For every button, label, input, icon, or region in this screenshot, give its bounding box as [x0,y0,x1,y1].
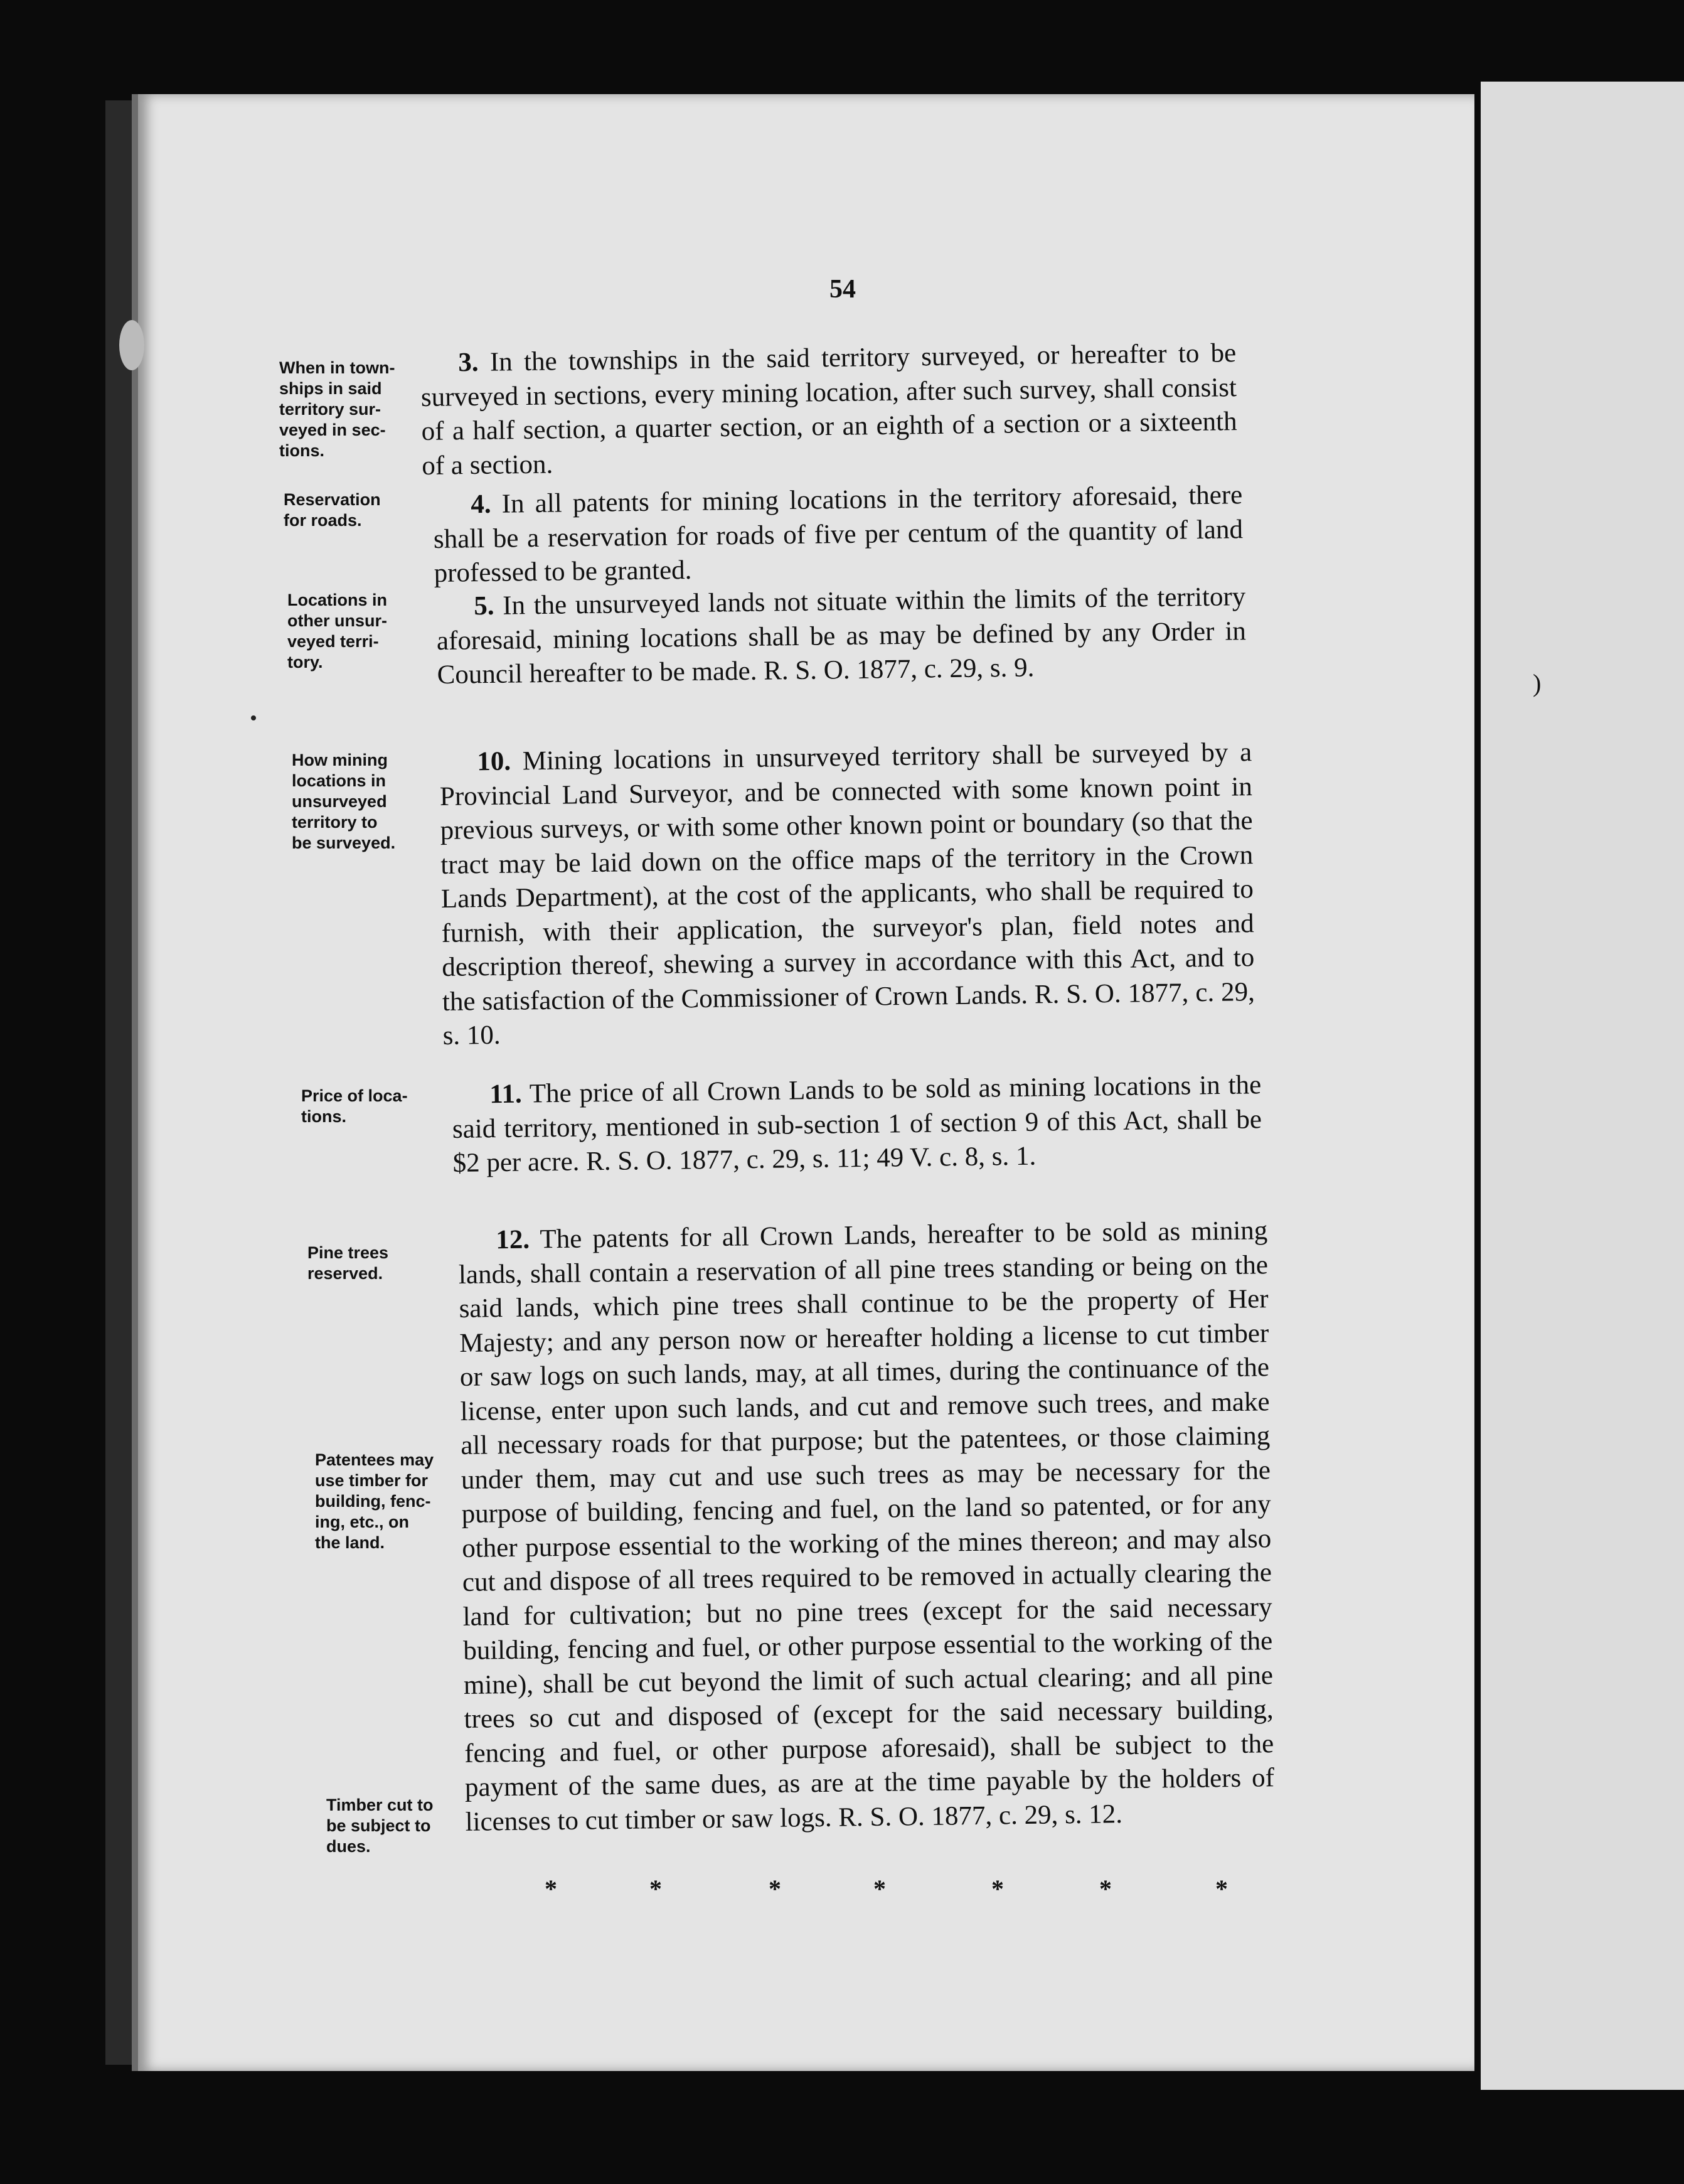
sidenote-pine: Pine trees reserved. [307,1243,389,1283]
ink-dot [251,715,256,720]
sidenote-patentees: Patentees may use timber for building, fenc- ing, etc., on the land. [315,1450,434,1552]
section-3 [420,336,1238,483]
adjacent-page-edge [1481,82,1684,2090]
book-spine-shadow [105,100,132,2065]
sidenote-price: Price of loca- tions. [301,1086,408,1126]
asterisk-1: * [545,1875,557,1903]
asterisk-5: * [991,1875,1004,1903]
section-number: 12. [496,1224,530,1255]
asterisk-6: * [1099,1875,1112,1903]
section-number: 11. [489,1079,522,1110]
section-text: In all patents for mining locations in the territory aforesaid, there shall be a reservation for roads of five per centum of the quantity of land professed to be granted. [433,480,1244,588]
asterisk-3: * [769,1875,781,1903]
section-text: In the townships in the said territory surveyed, or hereafter to be surveyed in sections, every mining location, after such survey, shall consist of a half section, a quarter section, or an eighth of a section or a sixteenth of a section. [420,338,1237,481]
sidenote-timber-dues: Timber cut to be subject to dues. [326,1796,434,1856]
adjacent-page-mark: ) [1533,669,1542,697]
section-number: 10. [477,746,511,777]
asterisk-7: * [1215,1875,1228,1903]
section-number: 5. [474,591,494,621]
sidenote-unsurveyed: Locations in other unsur- veyed terri- tory. [287,591,388,672]
asterisk-2: * [649,1875,662,1903]
page-number: 54 [829,275,856,304]
sidenote-how-surveyed: How mining locations in unsurveyed territory to be surveyed. [292,751,396,852]
section-text: The price of all Crown Lands to be sold as mining locations in the said territory, mentioned in sub-section 1 of section 9 of this Act, shall be $2 per acre. R. S. O. 1877, c. 29, s. 11; 49 V. c. 8, s. 1. [452,1070,1262,1178]
section-number: 4. [471,489,491,520]
asterisk-4: * [873,1875,886,1903]
section-text: In the unsurveyed lands not situate within the limits of the territory aforesaid, mining locations shall be as may be defined by any Order in Council hereafter to be made. R. S. O. 1877, c. 29, s. 9. [436,582,1247,690]
sidenote-roads: Reservation for roads. [284,490,381,530]
section-text: The patents for all Crown Lands, hereafter to be sold as mining lands, shall contain a reservation of all pine trees standing or being on the said lands, which pine trees shall continue to be the property of Her Majesty; and any person now or hereafter holding a license to cut timber or saw logs on such lands, may, at all times, during the continuance of the license, enter upon such lands, and cut and remove such trees, and make all necessary roads for that purpose; but the patentees, or those claiming under them, may cut and use such trees as may be necessary for the purpose of building, fencing and fuel, on the land so patented, or for any other purpose essential to the working of the mines thereon; and may also cut and dispose of all trees required to be removed in actually clearing the land for cultivation; but no pine trees (except for the said necessary building, fencing and fuel, or other purpose essential to the working of the mine), shall be cut beyond the limit of such actual clearing; and all pine trees so cut and disposed of (except for the said necessary building, fencing and fuel, or other purpose aforesaid), shall be subject to the payment of the same dues, as are at the time payable by the holders of licenses to cut timber or saw logs. R. S. O. 1877, c. 29, s. 12. [458,1216,1275,1837]
page-stain [119,320,144,370]
section-4 [433,478,1244,591]
section-5 [436,580,1247,692]
section-10 [439,736,1255,1053]
section-11 [452,1068,1262,1180]
section-12 [458,1214,1275,1839]
sidenote-townships: When in town- ships in said territory sur- veyed in sec- tions. [279,358,395,460]
section-text: Mining locations in unsurveyed territory shall be surveyed by a Provincial Land Surveyor, and be connected with some known point in previous surveys, or with some other known point or boundary (so that the tract may be laid down on the office maps of the territory in the Crown Lands Department), at the cost of the applicants, who shall be required to furnish, with their application, the surveyor's plan, field notes and description thereof, shewing a survey in accordance with this Act, and to the satisfaction of the Commissioner of Crown Lands. R. S. O. 1877, c. 29, s. 10. [439,737,1255,1051]
section-number: 3. [458,347,479,378]
